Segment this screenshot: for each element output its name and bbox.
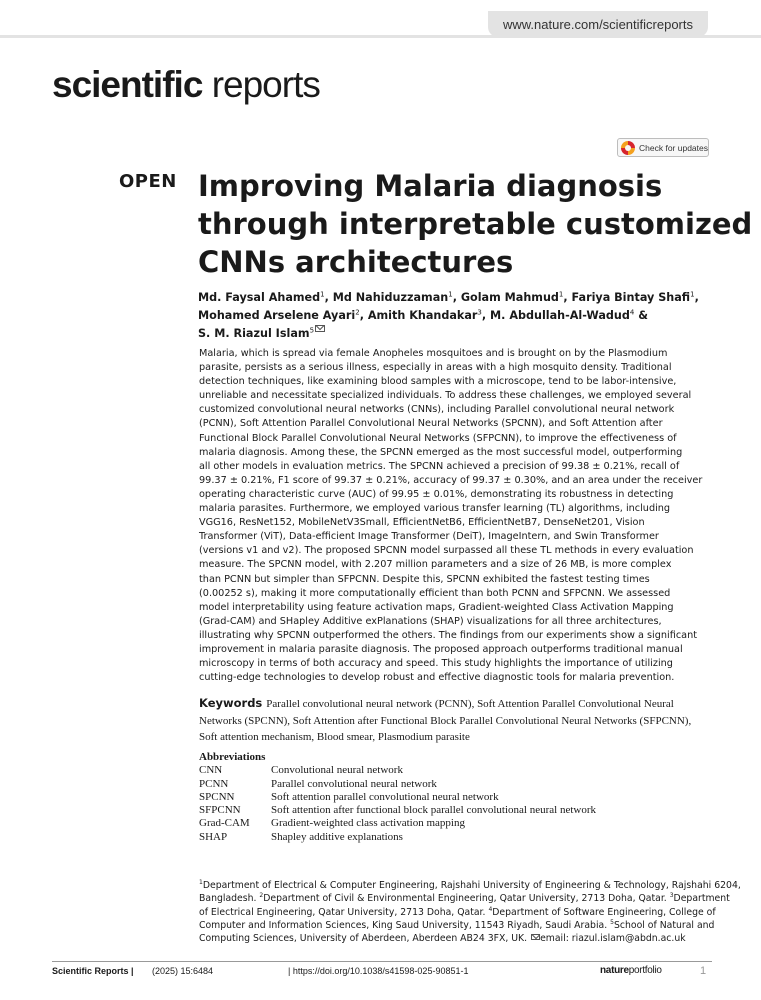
abbreviation-row [199,817,719,830]
keywords-section [199,695,719,746]
email-icon [531,934,540,940]
abstract-line: (versions v1 and v2). The proposed SPCNN model surpassed all these TL methods in every evaluation [199,545,694,557]
keywords-text: Networks (SPCNN), Soft Attention after Functional Block Parallel Convolutional Neural Networks (SFPCNN), [199,714,692,727]
abbreviation-definition: Shapley additive explanations [271,830,403,843]
author-name[interactable]: , Amith Khandakar [359,309,478,322]
abstract [199,347,719,685]
author-line [198,325,718,343]
affiliation-ref[interactable]: 4 [629,308,635,317]
abbreviation-term: PCNN [199,777,229,790]
author-separator: , [694,291,699,304]
abstract-line: than PCNN but simpler than SFPCNN. Despite this, SPCNN exhibited the fastest testing times [199,573,650,585]
affiliation-number: 1 [199,878,203,886]
brand-bold: nature [600,965,629,976]
affiliation-text: Bangladesh. [199,893,260,905]
affiliation-ref[interactable]: 1 [320,290,325,299]
abbreviation-term: SHAP [199,830,228,843]
title-line: CNNs architectures [198,245,514,279]
journal-url[interactable]: www.nature.com/scientificreports [502,16,693,32]
abbreviation-definition: Soft attention parallel convolutional neural network [271,790,499,803]
author-name[interactable]: , Md Nahiduzzaman [324,291,449,304]
abbreviation-definition: Parallel convolutional neural network [271,777,437,790]
affiliation-number: 3 [669,892,674,900]
author-line [198,289,718,307]
abstract-line: illustrating why SPCNN outperformed the others. The findings from our experiments show a significant [199,629,698,641]
abbreviation-term: Grad-CAM [199,817,250,830]
keywords-label: Keywords [199,696,263,710]
abbreviation-term: SFPCNN [199,804,241,817]
abstract-line: microscopy in terms of both accuracy and speed. This study highlights the importance of utilizing [199,658,673,670]
abstract-line: (Grad-CAM) and SHapley Additive exPlanations (SHAP) visualizations for all three architectures, [199,615,662,627]
affiliation-number: 4 [488,905,493,913]
affiliation-text: Computer and Information Sciences, King Saud University, 11543 Riyadh, Saudi Arabia. [199,919,611,931]
abbreviations-section [199,751,719,844]
abbreviation-definition: Convolutional neural network [271,764,403,777]
author-line [198,307,718,325]
abbreviation-row [199,804,719,817]
open-access-label: OPEN [119,171,177,192]
affiliation-ref[interactable]: 5 [309,326,315,335]
author-name[interactable]: , Fariya Bintay Shafi [563,291,691,304]
abbreviation-row [199,764,719,777]
brand-light: portfolio [628,965,662,976]
abstract-line: 99.37 ± 0.21%, F1 score of 99.37 ± 0.21%, accuracy of 99.37 ± 0.30%, and an area under the receiver [199,474,703,486]
article-title [198,167,753,281]
footer-journal: Scientific Reports | [52,966,134,976]
affiliation-text: School of Natural and [613,919,715,931]
abstract-line: all other models in evaluation metrics. The SPCNN achieved a precision of 99.38 ± 0.21%, recall of [199,460,680,472]
abstract-line: Transformer (ViT), Data-efficient Image Transformer (DeiT), ImageIntern, and Swin Transformer [199,531,659,543]
abstract-line: VGG16, ResNet152, MobileNetV3Small, EfficientNetB6, EfficientNetB7, DenseNet201, Vision [199,517,645,529]
abstract-line: parasite, persists as a serious illness, especially in areas with a high mosquito density. Traditional [199,362,672,374]
affiliation-ref[interactable]: 1 [558,290,564,299]
abbreviation-row [199,791,719,804]
author-name[interactable]: S. M. Riazul Islam [198,327,310,340]
abbreviation-term: SPCNN [199,790,235,803]
abbreviation-definition: Soft attention after functional block parallel convolutional neural network [271,804,597,817]
affiliation-ref[interactable]: 1 [690,290,695,299]
abbreviation-row [199,778,719,791]
header-rule [0,35,761,38]
abbreviations-heading: Abbreviations [199,751,266,763]
author-name[interactable]: Mohamed Arselene Ayari [198,309,356,322]
abstract-line: model interpretability using feature activation maps, Gradient-weighted Class Activation Mapping [199,601,674,613]
affiliation-text: of Electrical Engineering, Qatar University, 2713 Doha, Qatar. [199,906,489,918]
abstract-line: customized convolutional neural networks (CNNs), including Parallel convolutional neural network [199,404,675,416]
footer-citation: (2025) 15:6484 [152,966,214,976]
email-icon[interactable] [315,325,325,332]
abstract-line: malaria diagnosis. Among these, the SPCNN emerged as the most successful model, outperforming [199,446,683,458]
abbreviation-definition: Gradient-weighted class activation mapping [271,817,465,830]
affiliation-ref[interactable]: 1 [448,290,453,299]
footer-doi-link[interactable]: | https://doi.org/10.1038/s41598-025-90851-1 [288,966,469,976]
abstract-line: operating characteristic curve (AUC) of 99.95 ± 0.01%, demonstrating its robustness in detecting [199,488,674,500]
check-for-updates-label: Check for updates [639,142,708,153]
nature-portfolio-logo [600,965,662,976]
title-line: through interpretable customized [198,207,753,241]
affiliation-number: 2 [259,892,264,900]
footer-rule [52,961,712,962]
crossmark-icon [621,141,635,155]
affiliation-text: Department of Electrical & Computer Engineering, Rajshahi University of Engineering & Technology, Rajshahi 6204, [202,880,741,891]
author-name[interactable]: , M. Abdullah-Al-Wadud [481,309,630,322]
author-separator: & [634,309,649,322]
abbreviation-row [199,831,719,844]
keywords-text: Parallel convolutional neural network (PCNN), Soft Attention Parallel Convolutional Neural [266,698,674,710]
abstract-line: cutting-edge technologies to develop robust and effective diagnostic tools for malaria prevention. [199,672,675,684]
affiliations [199,878,741,945]
abstract-line: detection techniques, like examining blood samples with a microscope, tend to be labor-intensive, [199,376,677,388]
abstract-line: (PCNN), Soft Attention Parallel Convolutional Neural Networks (SPCNN), and Soft Attention after [199,418,663,430]
affiliation-text: Computing Sciences, University of Aberdeen, Aberdeen AB24 3FX, UK. [199,933,531,945]
keywords-text: Soft attention mechanism, Blood smear, Plasmodium parasite [199,731,470,743]
abstract-line: Malaria, which is spread via female Anopheles mosquitoes and is brought on by the Plasmodium [199,348,668,359]
title-line: Improving Malaria diagnosis [198,169,663,203]
abstract-line: Functional Block Parallel Convolutional Neural Networks (SFPCNN), to improve the effectiveness of [199,432,677,444]
affiliation-ref[interactable]: 2 [355,308,360,317]
abstract-line: malaria parasites. Furthermore, we employed various transfer learning (TL) algorithms, including [199,503,671,515]
author-list [198,289,718,343]
journal-logo-light: reports [211,64,320,105]
abstract-line: measure. The SPCNN model, with 2.207 million parameters and a size of 26 MB, is more complex [199,559,672,571]
check-for-updates-button[interactable] [617,138,709,157]
corresponding-email[interactable]: email: riazul.islam@abdn.ac.uk [540,933,686,945]
abbreviation-term: CNN [199,764,223,777]
author-name[interactable]: Md. Faysal Ahamed [198,291,321,304]
affiliation-text: Department [673,893,730,905]
affiliation-text: Department of Civil & Environmental Engineering, Qatar University, 2713 Doha, Qatar. [263,893,670,905]
affiliation-text: Department of Software Engineering, College of [492,906,716,918]
abstract-line: unreliable and necessitate specialized individuals. To address these challenges, we employed several [199,390,692,402]
page-number: 1 [700,965,707,977]
abstract-line: improvement in malaria parasite diagnosis. The proposed approach outperforms traditional manual [199,643,683,655]
page-footer [52,966,712,980]
journal-logo [52,64,320,106]
abstract-line: (0.00252 s), making it more computationally efficient than both PCNN and SFPCNN. We assessed [199,587,671,599]
journal-url-tab[interactable] [488,11,708,37]
affiliation-number: 5 [610,918,614,926]
author-name[interactable]: , Golam Mahmud [452,291,559,304]
affiliation-ref[interactable]: 3 [477,308,482,317]
journal-logo-bold: scientific [52,64,203,105]
